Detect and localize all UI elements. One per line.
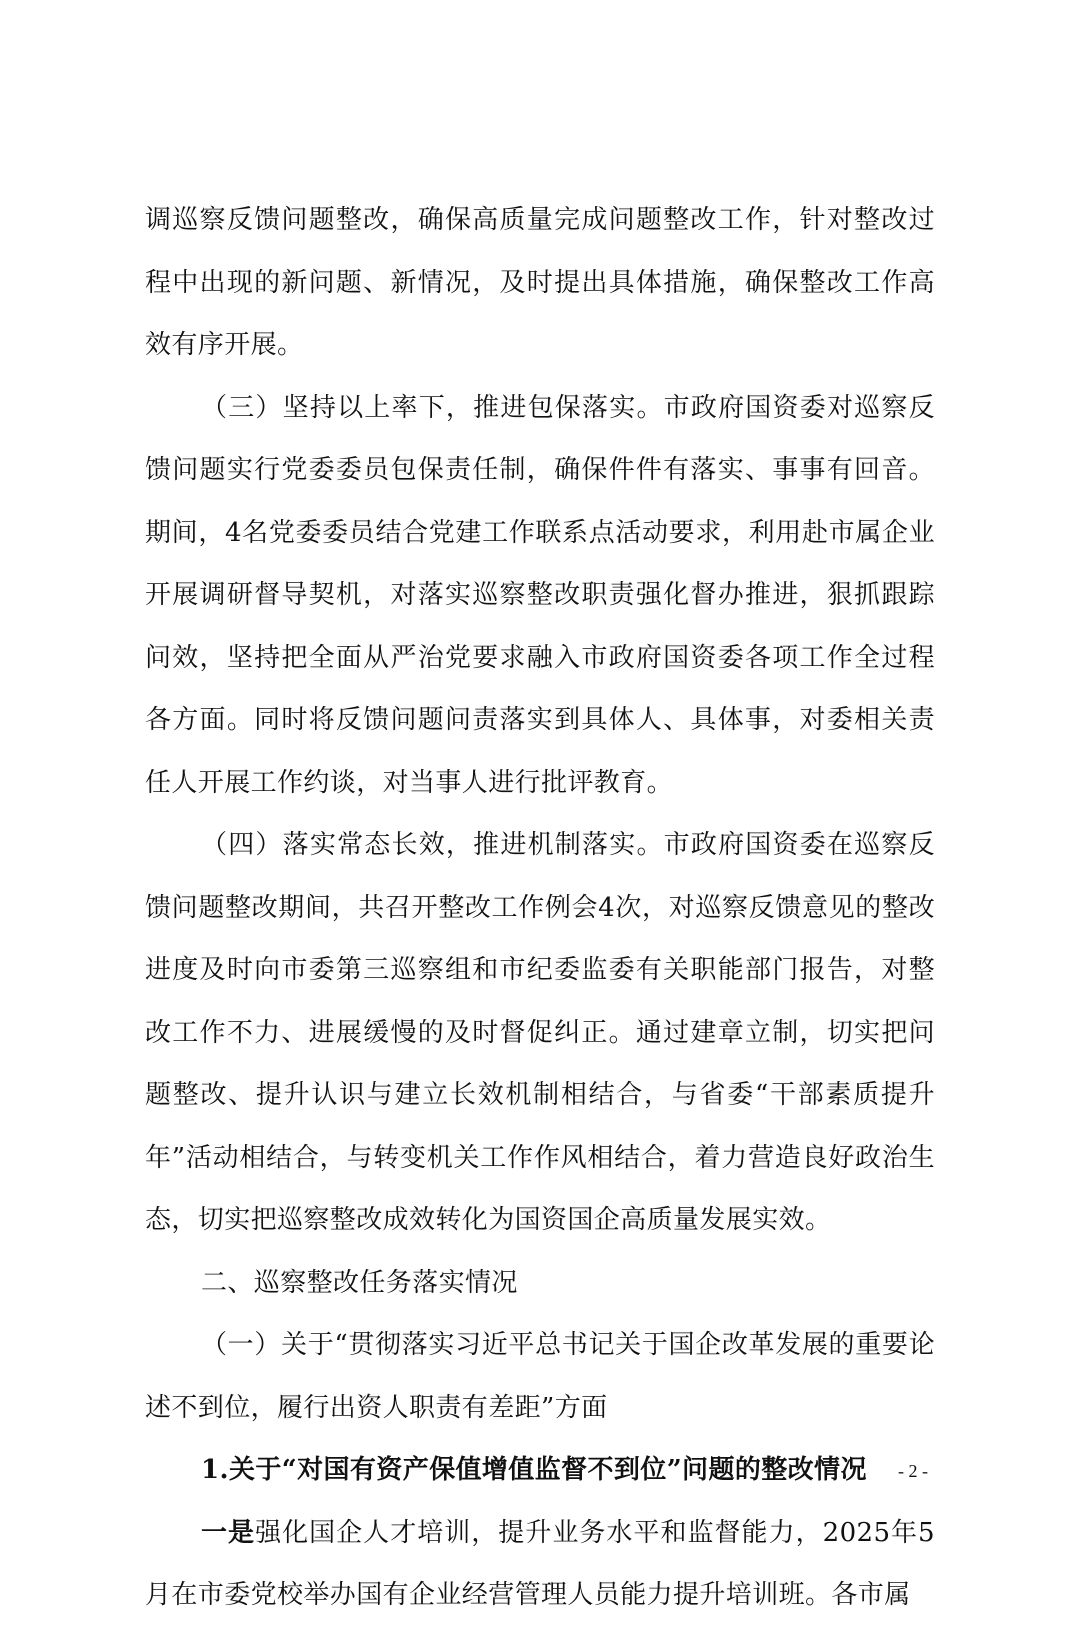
paragraph-continuation: 调巡察反馈问题整改，确保高质量完成问题整改工作，针对整改过程中出现的新问题、新情况，及时提出具体措施，确保整改工作高效有序开展。 (145, 205, 935, 360)
paragraph-subsection-one: （一）关于“贯彻落实习近平总书记关于国企改革发展的重要论述不到位，履行出资人职责有差距”方面 (145, 1330, 935, 1423)
paragraph-item-one (145, 1502, 935, 1627)
paragraph-item-text: 强化国企人才培训，提升业务水平和监督能力，2025年5月在市委党校举办国有企业经营管理人员能力提升培训班。各市属 (145, 1517, 935, 1610)
paragraph-section-three: （三）坚持以上率下，推进包保落实。市政府国资委对巡察反馈问题实行党委委员包保责任制，确保件件有落实、事事有回音。期间，4名党委委员结合党建工作联系点活动要求，利用赴市属企业开展调研督导契机，对落实巡察整改职责强化督办推进，狠抓跟踪问效，坚持把全面从严治党要求融入市政府国资委各项工作全过程各方面。同时将反馈问题问责落实到具体人、具体事，对委相关责任人开展工作约谈，对当事人进行批评教育。 (145, 392, 935, 798)
item-heading-one: 1.关于“对国有资产保值增值监督不到位”问题的整改情况 (201, 1455, 867, 1485)
page-number: - 2 - (898, 1461, 928, 1481)
paragraph-section-four: （四）落实常态长效，推进机制落实。市政府国资委在巡察反馈问题整改期间，共召开整改工作例会4次，对巡察反馈意见的整改进度及时向市委第三巡察组和市纪委监委有关职能部门报告，对整改工作不力、进展缓慢的及时督促纠正。通过建章立制，切实把问题整改、提升认识与建立长效机制相结合，与省委“干部素质提升年”活动相结合，与转变机关工作作风相结合，着力营造良好政治生态，切实把巡察整改成效转化为国资国企高质量发展实效。 (145, 830, 935, 1235)
paragraph-lead-label: 一是 (201, 1517, 256, 1548)
section-heading-two: 二、巡察整改任务落实情况 (201, 1267, 518, 1298)
document-body (145, 189, 935, 1627)
